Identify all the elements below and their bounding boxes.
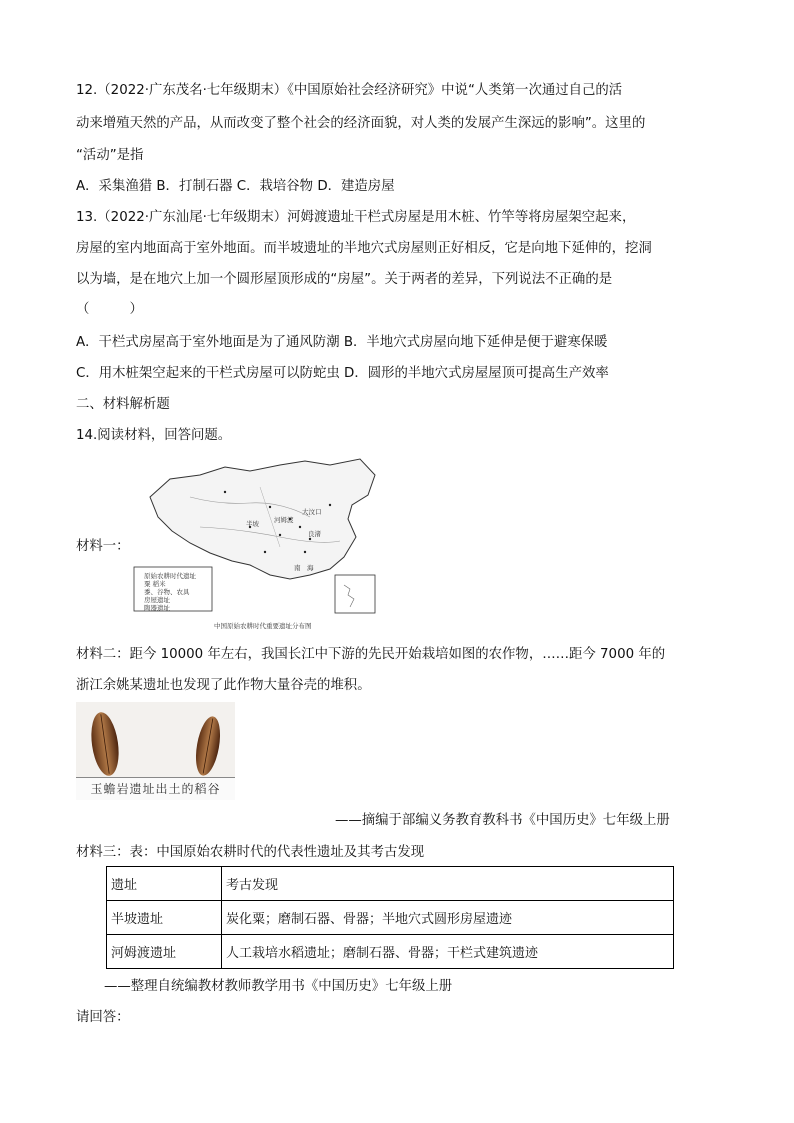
q12-line-2: 动来增殖天然的产品，从而改变了整个社会的经济面貌，对人类的发展产生深远的影响”。这里的 bbox=[76, 116, 646, 131]
legend-item: 房屋遗址 bbox=[144, 596, 170, 604]
map-caption: 中国原始农耕时代重要遗址分布图 bbox=[214, 622, 312, 630]
q13-answer-blank: （ ） bbox=[76, 302, 143, 317]
section-heading: 二、材料解析题 bbox=[76, 397, 170, 412]
q13-line-3: 以为墙，是在地穴上加一个圆形屋顶形成的“房屋”。关于两者的差异，下列说法不正确的是 bbox=[76, 272, 613, 287]
q14-intro: 14.阅读材料，回答问题。 bbox=[76, 428, 232, 443]
material-2-line-1: 材料二：距今 10000 年左右，我国长江中下游的先民开始栽培如图的农作物，……距今 7000 年的 bbox=[76, 647, 666, 662]
table-header-site: 遗址 bbox=[107, 867, 222, 901]
table-header-finding: 考古发现 bbox=[222, 867, 674, 901]
q13-options-ab: A．干栏式房屋高于室外地面是为了通风防潮 B．半地穴式房屋向地下延伸是便于避寒保暖 bbox=[76, 335, 608, 350]
legend-item: 粟 稻米 bbox=[144, 580, 166, 588]
table-row bbox=[107, 901, 674, 935]
material-2-line-2: 浙江余姚某遗址也发现了此作物大量谷壳的堆积。 bbox=[76, 678, 371, 693]
material-3-title: 材料三：表：中国原始农耕时代的代表性遗址及其考古发现 bbox=[76, 845, 425, 860]
map-label-banpo: 半坡 bbox=[246, 520, 259, 528]
rice-caption: 玉蟾岩遗址出土的稻谷 bbox=[76, 777, 235, 800]
china-map-figure bbox=[130, 457, 392, 617]
table-row bbox=[107, 935, 674, 969]
legend-item: 原始农耕时代遗址 bbox=[144, 572, 196, 580]
map-label-hemudu: 河姆渡 bbox=[274, 516, 294, 524]
table-cell: 河姆渡遗址 bbox=[107, 935, 222, 969]
ask-prompt: 请回答： bbox=[76, 1010, 130, 1025]
source-1: ——摘编于部编义务教育教科书《中国历史》七年级上册 bbox=[335, 813, 670, 828]
q12-line-3: “活动”是指 bbox=[76, 148, 144, 163]
source-2: ——整理自统编教材教师教学用书《中国历史》七年级上册 bbox=[104, 979, 453, 994]
q13-options-cd: C．用木桩架空起来的干栏式房屋可以防蛇虫 D．圆形的半地穴式房屋屋顶可提高生产效率 bbox=[76, 366, 609, 381]
rice-grain-photo bbox=[76, 702, 235, 800]
q13-line-2: 房屋的室内地面高于室外地面。而半坡遗址的半地穴式房屋则正好相反，它是向地下延伸的，挖洞 bbox=[76, 241, 652, 256]
material-1-label: 材料一： bbox=[76, 539, 130, 554]
map-label-south-sea: 南 海 bbox=[294, 564, 314, 572]
map-label-dawenkou: 大汶口 bbox=[302, 508, 322, 516]
legend-item: 陶器遗址 bbox=[144, 604, 170, 612]
rice-grains bbox=[76, 702, 235, 778]
table-row bbox=[107, 867, 674, 901]
table-cell: 半坡遗址 bbox=[107, 901, 222, 935]
q12-line-1: 12.（2022·广东茂名·七年级期末）《中国原始社会经济研究》中说“人类第一次通过自己的活 bbox=[76, 83, 623, 98]
map-label-liangzhu: 良渚 bbox=[308, 530, 321, 538]
table-cell: 炭化粟；磨制石器、骨器；半地穴式圆形房屋遗迹 bbox=[222, 901, 674, 935]
q13-line-1: 13.（2022·广东汕尾·七年级期末）河姆渡遗址干栏式房屋是用木桩、竹竿等将房屋架空起来， bbox=[76, 210, 636, 225]
legend-item: 黍、谷物、农具 bbox=[144, 588, 190, 596]
sites-table bbox=[106, 866, 674, 969]
q12-options: A．采集渔猎 B．打制石器 C．栽培谷物 D．建造房屋 bbox=[76, 179, 395, 194]
table-cell: 人工栽培水稻遗址；磨制石器、骨器；干栏式建筑遗迹 bbox=[222, 935, 674, 969]
